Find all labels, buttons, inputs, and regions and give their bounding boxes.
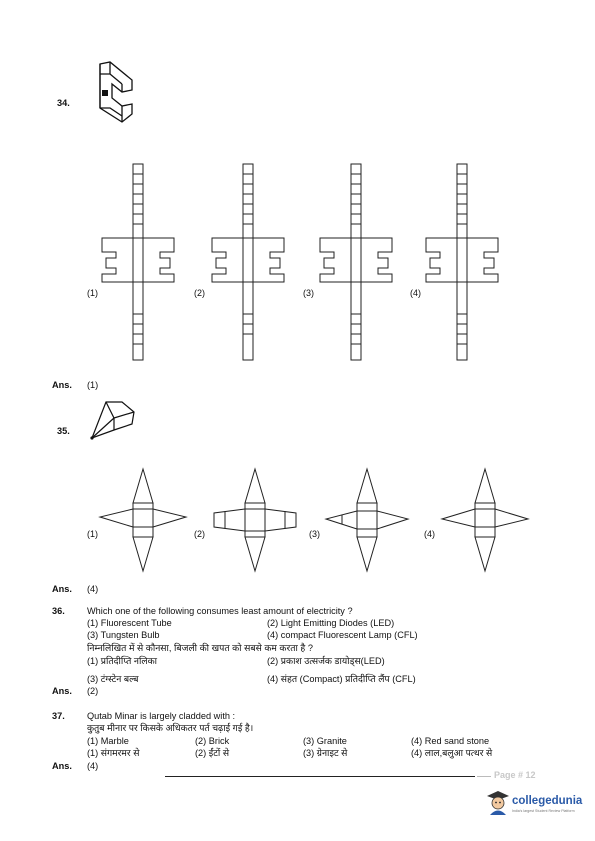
- brand-logo-text: collegedunia: [512, 795, 583, 807]
- option: (2) प्रकाश उत्सर्जक डायोड्स(LED): [267, 656, 385, 666]
- brand-tagline: India's largest Student Review Platform: [512, 809, 575, 813]
- question-number: 35.: [57, 426, 70, 436]
- option: (3) Tungsten Bulb: [87, 629, 160, 640]
- option-figure-1: [98, 467, 188, 573]
- question-number: 34.: [57, 98, 70, 108]
- option-figure-2: [210, 467, 300, 573]
- footer-divider-accent: [477, 776, 491, 777]
- question-text-hi: कुतुब मीनार पर किसके अधिकतर पर्त चढ़ाई गई है।: [87, 723, 254, 733]
- option-label: (2): [194, 529, 205, 539]
- answer-value: (4): [87, 761, 99, 771]
- option: (2) ईंटों से: [195, 748, 230, 758]
- option: (3) टंग्स्टेन बल्ब: [87, 673, 139, 684]
- ans-label: Ans.: [52, 380, 72, 390]
- option-figure-3: [318, 162, 398, 362]
- option-figure-3: [322, 467, 412, 573]
- option: (1) Fluorescent Tube: [87, 618, 172, 628]
- answer-value: (2): [87, 686, 99, 696]
- prism-solid-figure: [88, 400, 138, 442]
- option-figure-4: [440, 467, 530, 573]
- option: (4) लाल,बलुआ पत्थर से: [411, 748, 493, 758]
- option-figure-2: [210, 162, 290, 362]
- option: (2) Light Emitting Diodes (LED): [267, 618, 395, 628]
- question-text-hi: निम्नलिखित में से कौनसा, बिजली की खपत को सबसे कम करता है ?: [87, 643, 313, 653]
- graduate-avatar-icon: [486, 790, 510, 816]
- options-hi: [87, 656, 467, 685]
- option: (2) Brick: [195, 736, 230, 746]
- isometric-c-block-figure: [92, 60, 134, 130]
- options-en: [87, 736, 551, 748]
- footer-divider: [165, 776, 475, 777]
- answer-value: (4): [87, 584, 99, 594]
- question-number: 37.: [52, 711, 65, 721]
- ans-label: Ans.: [52, 761, 72, 771]
- option-label: (1): [87, 288, 98, 298]
- page-number: Page # 12: [494, 770, 536, 780]
- question-text-en: Which one of the following consumes least amount of electricity ?: [87, 606, 353, 616]
- ans-label: Ans.: [52, 584, 72, 594]
- option: (4) Red sand stone: [411, 736, 490, 746]
- question-number: 36.: [52, 606, 65, 616]
- option: (3) Granite: [303, 736, 347, 746]
- options-hi: [87, 748, 551, 760]
- option: (4) संहत (Compact) प्रतिदीप्ति लैंप (CFL): [267, 673, 416, 684]
- option-figure-1: [100, 162, 180, 362]
- option-label: (3): [303, 288, 314, 298]
- options-en: [87, 618, 467, 641]
- answer-value: (1): [87, 380, 99, 390]
- option: (1) Marble: [87, 736, 129, 746]
- question-text-en: Qutab Minar is largely cladded with :: [87, 711, 236, 721]
- option-figure-4: [424, 162, 504, 362]
- ans-label: Ans.: [52, 686, 72, 696]
- option-label: (3): [309, 529, 320, 539]
- option: (4) compact Fluorescent Lamp (CFL): [267, 629, 418, 640]
- option-label: (1): [87, 529, 98, 539]
- option: (1) संगमरमर से: [87, 748, 140, 758]
- option-label: (4): [410, 288, 421, 298]
- option: (3) ग्रेनाइट से: [303, 748, 348, 758]
- option-label: (2): [194, 288, 205, 298]
- option-label: (4): [424, 529, 435, 539]
- option: (1) प्रतिदीप्ति नलिका: [87, 656, 158, 666]
